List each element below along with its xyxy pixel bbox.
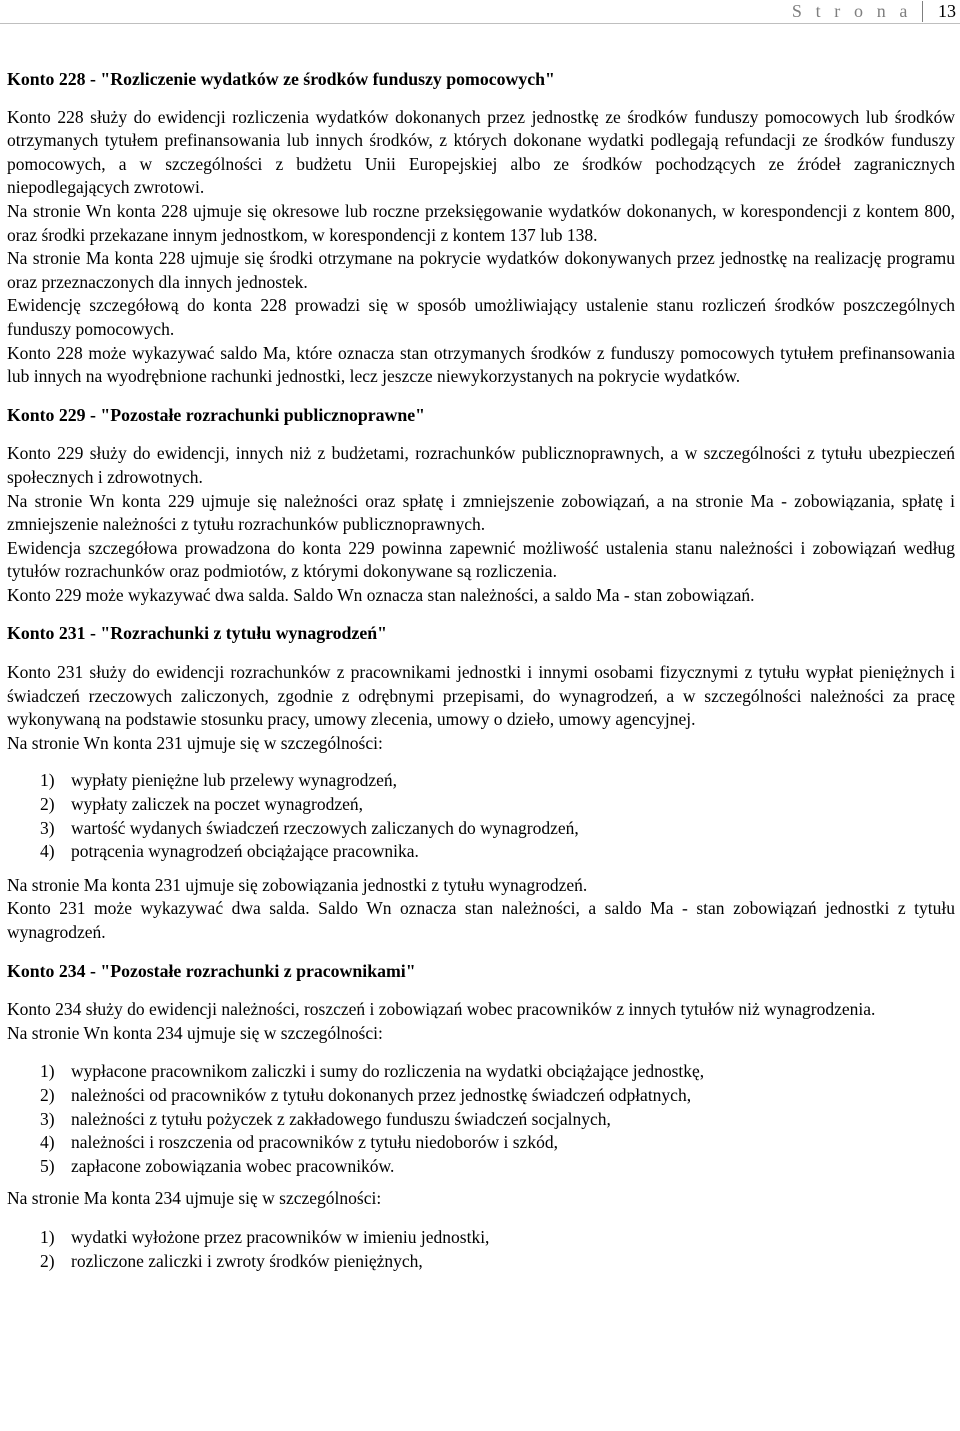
section-konto-234 <box>7 960 955 1274</box>
section-title: Konto 229 - "Pozostałe rozrachunki publicznoprawne" <box>7 404 426 425</box>
paragraph: Konto 231 może wykazywać dwa salda. Saldo Wn oznacza stan należności, a saldo Ma - stan zobowiązań jednostki z tytułu wynagrodzeń. <box>7 898 955 942</box>
paragraph: Na stronie Ma konta 228 ujmuje się środki otrzymane na pokrycie wydatków dokonywanych przez jednostkę na realizację programu oraz przeznaczonych dla innych jednostek. <box>7 248 955 292</box>
list-wn-231 <box>7 769 955 863</box>
list-item: 4) potrącenia wynagrodzeń obciążające pracownika. <box>40 841 419 862</box>
list-item: 2) rozliczone zaliczki i zwroty środków pieniężnych, <box>40 1250 423 1271</box>
list-item: 3) należności z tytułu pożyczek z zakładowego funduszu świadczeń socjalnych, <box>40 1108 611 1129</box>
document-body <box>7 68 955 1282</box>
section-title: Konto 228 - "Rozliczenie wydatków ze środków funduszy pomocowych" <box>7 69 555 89</box>
page-number: 13 <box>938 1 956 21</box>
page-number-separator <box>922 1 923 22</box>
paragraph: Ewidencja szczegółowa prowadzona do konta 229 powinna zapewnić możliwość ustalenia stanu należności i zobowiązań według tytułów rozrachunków oraz podmiotów, z którymi dokonywane są rozliczenia. <box>7 537 955 582</box>
page-label: S t r o n a <box>791 1 912 21</box>
list-heading: Na stronie Wn konta 234 ujmuje się w szczególności: <box>7 1022 383 1043</box>
paragraph: Konto 229 może wykazywać dwa salda. Saldo Wn oznacza stan należności, a saldo Ma - stan zobowiązań. <box>7 584 755 605</box>
section-title: Konto 234 - "Pozostałe rozrachunki z pracownikami" <box>7 960 416 981</box>
paragraph: Ewidencję szczegółową do konta 228 prowadzi się w sposób umożliwiający ustalenie stanu rozliczeń środków poszczególnych funduszy pomocowych. <box>7 295 955 339</box>
section-title: Konto 231 - "Rozrachunki z tytułu wynagrodzeń" <box>7 623 387 644</box>
list-wn-234 <box>7 1060 955 1178</box>
list-item: 1) wypłaty pieniężne lub przelewy wynagrodzeń, <box>40 770 398 791</box>
section-konto-229 <box>7 404 955 608</box>
paragraph: Konto 228 służy do ewidencji rozliczenia wydatków dokonanych przez jednostkę ze środków funduszy pomocowych lub środków otrzymanych tytułem prefinansowania lub innych środków, z których dokonane wydatki podlegają refundacji ze środków funduszy pomocowych, a w szczególności z budżetu Unii Europejskiej albo ze środków pochodzących ze źródeł zagranicznych niepodlegających zwrotowi. <box>7 106 955 198</box>
list-item: 4) należności i roszczenia od pracowników z tytułu niedoborów i szkód, <box>40 1132 558 1153</box>
paragraph: Konto 231 służy do ewidencji rozrachunków z pracownikami jednostki i innymi osobami fizycznymi z tytułu wypłat pieniężnych i świadczeń rzeczowych zaliczonych, zgodnie z odrębnymi przepisami, do wynagrodzeń, a w szczególności należności za pracę wykonywaną na podstawie stosunku pracy, umowy zlecenia, umowy o dzieło, umowy agencyjnej. <box>7 662 955 730</box>
list-item: 1) wydatki wyłożone przez pracowników w imieniu jednostki, <box>40 1226 490 1247</box>
list-item: 2) wypłaty zaliczek na poczet wynagrodzeń, <box>40 794 364 815</box>
list-ma-234 <box>7 1226 955 1273</box>
paragraph: Na stronie Ma konta 231 ujmuje się zobowiązania jednostki z tytułu wynagrodzeń. <box>7 874 588 895</box>
section-konto-231 <box>7 622 955 944</box>
paragraph: Konto 229 służy do ewidencji, innych niż z budżetami, rozrachunków publicznoprawnych, a w szczególności z tytułu ubezpieczeń społecznych i zdrowotnych. <box>7 443 955 487</box>
list-heading: Na stronie Ma konta 234 ujmuje się w szczególności: <box>7 1188 382 1209</box>
list-heading: Na stronie Wn konta 231 ujmuje się w szczególności: <box>7 732 383 753</box>
paragraph: Konto 234 służy do ewidencji należności, roszczeń i zobowiązań wobec pracowników z innych tytułów niż wynagrodzenia. <box>7 999 876 1020</box>
page-header <box>0 0 960 24</box>
header-rule <box>0 23 960 24</box>
list-item: 3) wartość wydanych świadczeń rzeczowych zaliczanych do wynagrodzeń, <box>40 817 579 838</box>
paragraph: Na stronie Wn konta 229 ujmuje się należności oraz spłatę i zmniejszenie zobowiązań, a na stronie Ma - zobowiązania, spłatę i zmniejszenie należności z tytułu rozrachunków publicznoprawnych. <box>7 490 955 535</box>
list-item: 1) wypłacone pracownikom zaliczki i sumy do rozliczenia na wydatki obciążające jednostkę, <box>40 1061 705 1082</box>
list-item: 5) zapłacone zobowiązania wobec pracowników. <box>40 1155 395 1176</box>
paragraph: Na stronie Wn konta 228 ujmuje się okresowe lub roczne przeksięgowanie wydatków dokonanych, w korespondencji z kontem 800, oraz środki przekazane innym jednostkom, w korespondencji z kontem 137 lub 138. <box>7 200 955 245</box>
paragraph: Konto 228 może wykazywać saldo Ma, które oznacza stan otrzymanych środków z funduszy pomocowych tytułem prefinansowania lub innych na wyodrębnione rachunki jednostki, lecz jeszcze niewykorzystanych na pokrycie wydatków. <box>7 342 955 387</box>
list-item: 2) należności od pracowników z tytułu dokonanych przez jednostkę świadczeń odpłatnych, <box>40 1084 692 1105</box>
section-konto-228 <box>7 68 955 389</box>
